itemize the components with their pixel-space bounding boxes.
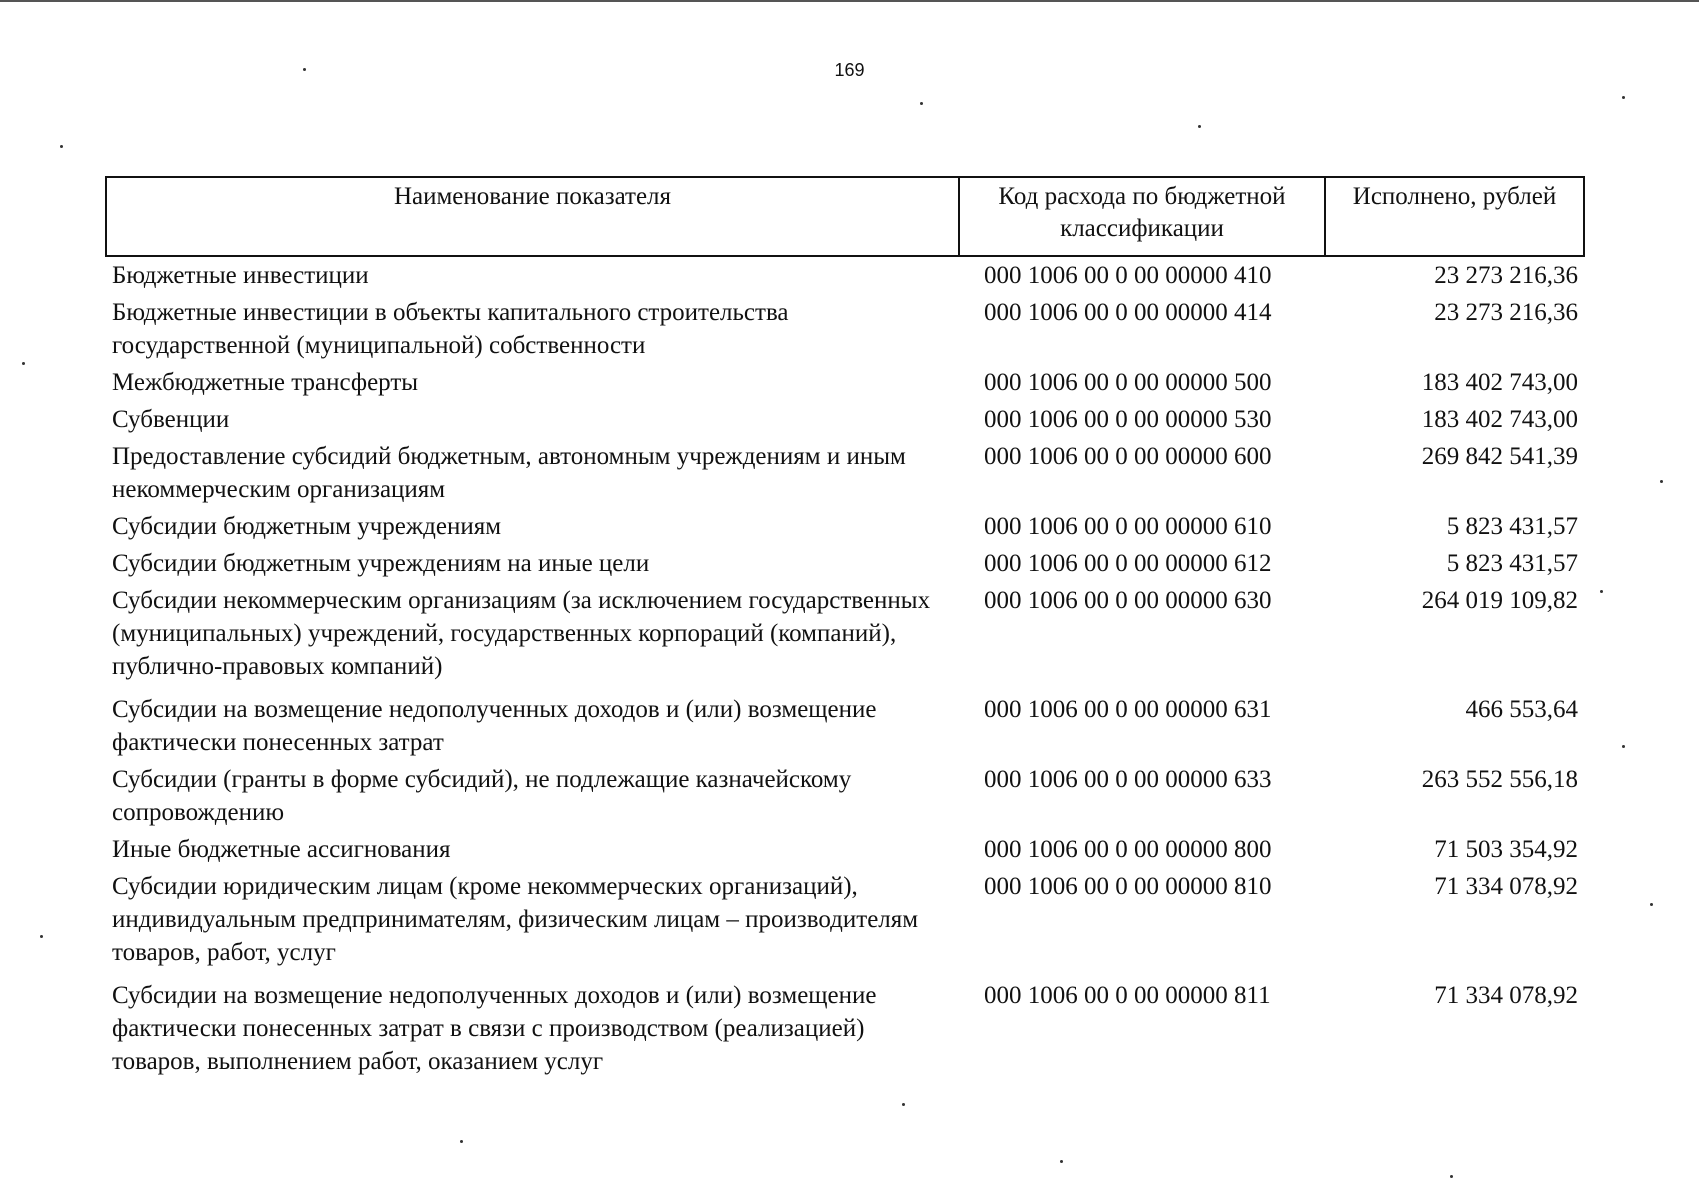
row-budget-code: 000 1006 00 0 00 00000 410: [984, 262, 1272, 289]
scan-speck: [1660, 480, 1663, 483]
row-budget-code: 000 1006 00 0 00 00000 500: [984, 369, 1272, 396]
row-indicator-name: Межбюджетные трансферты: [112, 369, 419, 396]
row-budget-code: 000 1006 00 0 00 00000 600: [984, 443, 1272, 470]
header-executed-amount: Исполнено, рублей: [1325, 177, 1584, 256]
row-indicator-name: Предоставление субсидий бюджетным, автономным учреждениям и иным некоммерческим организациям: [112, 443, 906, 503]
expenditure-table: [105, 176, 1585, 1080]
table-row: [106, 545, 1584, 582]
table-header-row: [106, 177, 1584, 256]
row-executed-amount: 466 553,64: [1465, 696, 1578, 723]
scan-speck: [1600, 590, 1603, 593]
row-budget-code: 000 1006 00 0 00 00000 800: [984, 836, 1272, 863]
scan-speck: [460, 1140, 463, 1143]
table-header: [106, 177, 1584, 256]
scan-speck: [902, 1103, 905, 1106]
header-budget-code: Код расхода по бюджетной классификации: [959, 177, 1325, 256]
page-top-edge: [0, 0, 1699, 2]
scan-speck: [60, 145, 63, 148]
scan-speck: [22, 362, 25, 365]
row-indicator-name: Бюджетные инвестиции в объекты капитального строительства государственной (муниципальной) собственности: [112, 299, 789, 359]
scan-speck: [303, 68, 306, 71]
row-budget-code: 000 1006 00 0 00 00000 631: [984, 696, 1272, 723]
row-budget-code: 000 1006 00 0 00 00000 630: [984, 587, 1272, 614]
scan-speck: [1450, 1175, 1453, 1178]
header-indicator-name: Наименование показателя: [106, 177, 959, 256]
table-row: [106, 508, 1584, 545]
scan-speck: [1650, 903, 1653, 906]
row-executed-amount: 183 402 743,00: [1421, 369, 1578, 396]
row-indicator-name: Субсидии на возмещение недополученных доходов и (или) возмещение фактически понесенных затрат: [112, 696, 877, 756]
table-row: [106, 294, 1584, 364]
table-row: [106, 256, 1584, 294]
table-body: [106, 256, 1584, 1080]
row-budget-code: 000 1006 00 0 00 00000 612: [984, 550, 1272, 577]
row-executed-amount: 23 273 216,36: [1434, 299, 1578, 326]
row-indicator-name: Субвенции: [112, 406, 230, 433]
row-executed-amount: 71 334 078,92: [1434, 982, 1578, 1009]
table-row: [106, 971, 1584, 1080]
scan-speck: [1198, 125, 1201, 128]
row-executed-amount: 263 552 556,18: [1421, 766, 1578, 793]
row-budget-code: 000 1006 00 0 00 00000 530: [984, 406, 1272, 433]
row-indicator-name: Субсидии (гранты в форме субсидий), не подлежащие казначейскому сопровождению: [112, 766, 852, 826]
table-row: [106, 364, 1584, 401]
scan-speck: [40, 935, 43, 938]
row-indicator-name: Иные бюджетные ассигнования: [112, 836, 451, 863]
table-row: [106, 761, 1584, 831]
row-indicator-name: Субсидии бюджетным учреждениям: [112, 513, 502, 540]
row-budget-code: 000 1006 00 0 00 00000 811: [984, 982, 1271, 1009]
row-indicator-name: Субсидии на возмещение недополученных доходов и (или) возмещение фактически понесенных затрат в связи с производством (реализацией) товаров, выполнением работ, оказанием услуг: [112, 982, 877, 1075]
row-budget-code: 000 1006 00 0 00 00000 633: [984, 766, 1272, 793]
row-executed-amount: 264 019 109,82: [1421, 587, 1578, 614]
scan-speck: [1622, 745, 1625, 748]
table-row: [106, 831, 1584, 868]
row-executed-amount: 23 273 216,36: [1434, 262, 1578, 289]
table-row: [106, 685, 1584, 761]
row-budget-code: 000 1006 00 0 00 00000 810: [984, 873, 1272, 900]
row-indicator-name: Субсидии бюджетным учреждениям на иные цели: [112, 550, 650, 577]
scan-speck: [920, 102, 923, 105]
table-row: [106, 582, 1584, 685]
table-row: [106, 868, 1584, 971]
row-indicator-name: Субсидии некоммерческим организациям (за исключением государственных (муниципальных) учреждений, государственных корпораций (компаний), публично-правовых компаний): [112, 587, 931, 680]
row-executed-amount: 5 823 431,57: [1446, 550, 1578, 577]
expenditure-table-container: [105, 176, 1583, 1080]
row-budget-code: 000 1006 00 0 00 00000 610: [984, 513, 1272, 540]
row-executed-amount: 269 842 541,39: [1421, 443, 1578, 470]
scan-speck: [1060, 1160, 1063, 1163]
table-row: [106, 401, 1584, 438]
row-indicator-name: Бюджетные инвестиции: [112, 262, 369, 289]
row-executed-amount: 183 402 743,00: [1421, 406, 1578, 433]
scan-speck: [1622, 96, 1625, 99]
row-executed-amount: 71 503 354,92: [1434, 836, 1578, 863]
table-row: [106, 438, 1584, 508]
row-indicator-name: Субсидии юридическим лицам (кроме некоммерческих организаций), индивидуальным предпринимателям, физическим лицам – производителям товаров, работ, услуг: [112, 873, 919, 966]
page-number: 169: [834, 60, 865, 80]
row-executed-amount: 71 334 078,92: [1434, 873, 1578, 900]
row-budget-code: 000 1006 00 0 00 00000 414: [984, 299, 1272, 326]
row-executed-amount: 5 823 431,57: [1446, 513, 1578, 540]
